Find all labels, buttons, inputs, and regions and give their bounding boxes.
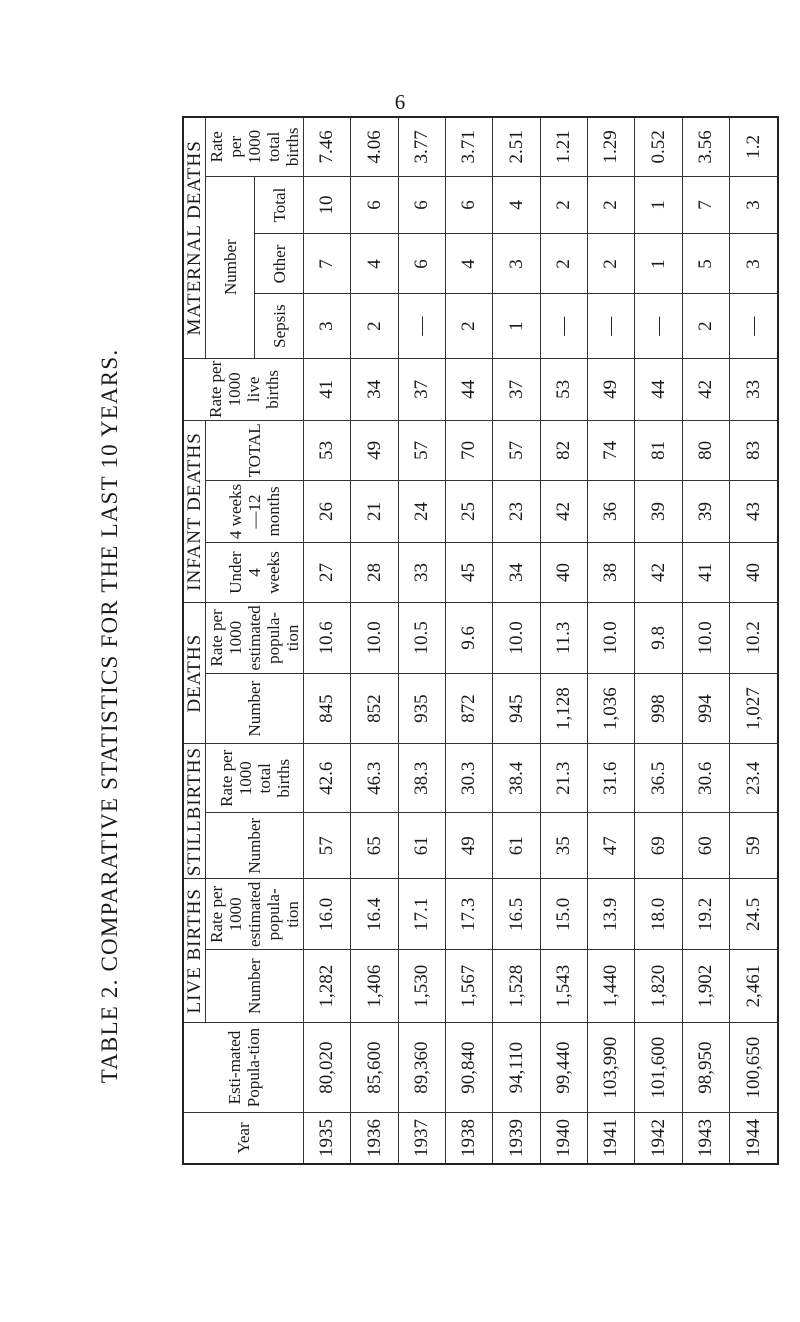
cell-m-total: 6 [446,176,493,234]
cell-population: 85,600 [351,1023,398,1113]
cell-sb-number: 35 [540,813,587,879]
header-m-rate: Rate per 1000 total births [206,117,304,176]
table-area [182,116,764,1165]
cell-m-rate: 2.51 [493,117,540,176]
cell-inf-total: 74 [588,420,635,480]
cell-population: 90,840 [446,1023,493,1113]
cell-m-rate: 3.71 [446,117,493,176]
cell-lb-rate: 16.5 [493,879,540,950]
header-inf-under4: Under 4 weeks [206,543,304,603]
cell-d-rate: 9.6 [446,603,493,674]
cell-year: 1940 [540,1113,587,1164]
cell-inf-4w12m: 39 [682,480,729,542]
cell-sb-number: 47 [588,813,635,879]
table-caption: TABLE 2. COMPARATIVE STATISTICS FOR THE LAST 10 YEARS. [97,348,122,1084]
cell-d-number: 998 [635,673,682,744]
table-row [588,117,635,1164]
table-row [540,117,587,1164]
cell-inf-total: 80 [682,420,729,480]
cell-inf-under4: 38 [588,543,635,603]
cell-m-rate: 1.21 [540,117,587,176]
cell-m-sepsis: 2 [682,294,729,358]
cell-d-number: 1,027 [730,673,778,744]
table-row [635,117,682,1164]
header-population: Esti-mated Popula-tion [183,1023,304,1113]
header-d-rate: Rate per 1000 estimated popula-tion [206,603,304,674]
cell-lb-rate: 18.0 [635,879,682,950]
cell-inf-under4: 42 [635,543,682,603]
cell-sb-rate: 21.3 [540,744,587,813]
cell-m-rate: 7.46 [304,117,351,176]
header-infant-rate: Rate per 1000 live births [183,358,304,420]
cell-inf-total: 53 [304,420,351,480]
cell-sb-rate: 31.6 [588,744,635,813]
cell-inf-total: 57 [398,420,445,480]
cell-inf-total: 82 [540,420,587,480]
cell-d-number: 845 [304,673,351,744]
cell-m-other: 7 [304,234,351,294]
cell-lb-rate: 17.1 [398,879,445,950]
cell-m-other: 5 [682,234,729,294]
table-row [446,117,493,1164]
cell-m-rate: 3.77 [398,117,445,176]
cell-m-rate: 1.2 [730,117,778,176]
cell-inf-under4: 28 [351,543,398,603]
cell-inf-4w12m: 36 [588,480,635,542]
cell-sb-rate: 23.4 [730,744,778,813]
cell-inf-total: 83 [730,420,778,480]
cell-inf-4w12m: 24 [398,480,445,542]
cell-m-other: 4 [446,234,493,294]
header-inf-4w12m: 4 weeks —12 months [206,480,304,542]
cell-d-number: 945 [493,673,540,744]
cell-m-total: 2 [540,176,587,234]
cell-m-other: 2 [588,234,635,294]
cell-inf-rate: 44 [635,358,682,420]
cell-m-total: 7 [682,176,729,234]
cell-lb-rate: 24.5 [730,879,778,950]
header-sb-number: Number [206,813,304,879]
cell-inf-total: 81 [635,420,682,480]
cell-m-sepsis: — [398,294,445,358]
cell-population: 99,440 [540,1023,587,1113]
cell-lb-rate: 16.4 [351,879,398,950]
cell-sb-rate: 42.6 [304,744,351,813]
cell-inf-rate: 34 [351,358,398,420]
cell-inf-under4: 27 [304,543,351,603]
cell-inf-under4: 33 [398,543,445,603]
cell-d-number: 852 [351,673,398,744]
cell-sb-rate: 36.5 [635,744,682,813]
cell-lb-rate: 16.0 [304,879,351,950]
page-number: 6 [394,90,406,114]
cell-d-number: 1,128 [540,673,587,744]
cell-population: 89,360 [398,1023,445,1113]
header-inf-total: TOTAL [206,420,304,480]
cell-d-rate: 10.0 [493,603,540,674]
cell-inf-4w12m: 43 [730,480,778,542]
cell-m-total: 3 [730,176,778,234]
cell-lb-rate: 17.3 [446,879,493,950]
cell-sb-number: 57 [304,813,351,879]
cell-year: 1935 [304,1113,351,1164]
cell-sb-number: 69 [635,813,682,879]
cell-sb-rate: 30.3 [446,744,493,813]
cell-year: 1944 [730,1113,778,1164]
cell-inf-under4: 40 [730,543,778,603]
cell-m-total: 1 [635,176,682,234]
cell-sb-number: 61 [493,813,540,879]
table-row [730,117,778,1164]
header-d-number: Number [206,673,304,744]
cell-inf-rate: 41 [304,358,351,420]
header-sb-rate: Rate per 1000 total births [206,744,304,813]
cell-lb-number: 1,528 [493,950,540,1023]
cell-year: 1943 [682,1113,729,1164]
header-m-sepsis: Sepsis [255,294,304,358]
cell-d-number: 994 [682,673,729,744]
cell-lb-number: 1,406 [351,950,398,1023]
table-row [493,117,540,1164]
cell-lb-number: 1,543 [540,950,587,1023]
cell-sb-rate: 38.3 [398,744,445,813]
cell-inf-4w12m: 23 [493,480,540,542]
cell-m-rate: 0.52 [635,117,682,176]
cell-inf-rate: 42 [682,358,729,420]
cell-lb-number: 1,820 [635,950,682,1023]
cell-m-other: 3 [493,234,540,294]
header-infant-deaths: INFANT DEATHS [183,420,206,602]
cell-inf-rate: 33 [730,358,778,420]
cell-m-total: 4 [493,176,540,234]
cell-inf-total: 49 [351,420,398,480]
cell-d-rate: 11.3 [540,603,587,674]
cell-lb-number: 1,530 [398,950,445,1023]
table-row [682,117,729,1164]
cell-m-sepsis: 2 [446,294,493,358]
cell-m-rate: 4.06 [351,117,398,176]
cell-inf-under4: 40 [540,543,587,603]
header-maternal-deaths: MATERNAL DEATHS [183,117,206,358]
table-row [304,117,351,1164]
cell-sb-number: 49 [446,813,493,879]
cell-population: 98,950 [682,1023,729,1113]
header-lb-rate: Rate per 1000 estimated popula-tion [206,879,304,950]
cell-d-rate: 10.0 [588,603,635,674]
cell-d-rate: 9.8 [635,603,682,674]
header-live-births: LIVE BIRTHS [183,879,206,1023]
cell-m-other: 3 [730,234,778,294]
cell-inf-rate: 49 [588,358,635,420]
cell-population: 94,110 [493,1023,540,1113]
cell-population: 80,020 [304,1023,351,1113]
cell-sb-rate: 46.3 [351,744,398,813]
cell-inf-rate: 53 [540,358,587,420]
table-row [351,117,398,1164]
cell-inf-under4: 45 [446,543,493,603]
cell-m-other: 6 [398,234,445,294]
cell-lb-number: 1,567 [446,950,493,1023]
cell-lb-rate: 13.9 [588,879,635,950]
cell-d-number: 872 [446,673,493,744]
cell-inf-under4: 34 [493,543,540,603]
cell-sb-number: 61 [398,813,445,879]
cell-sb-number: 60 [682,813,729,879]
cell-year: 1938 [446,1113,493,1164]
cell-lb-number: 1,902 [682,950,729,1023]
cell-lb-rate: 15.0 [540,879,587,950]
cell-d-rate: 10.0 [682,603,729,674]
cell-population: 100,650 [730,1023,778,1113]
header-deaths: DEATHS [183,603,206,744]
cell-m-total: 6 [351,176,398,234]
cell-lb-rate: 19.2 [682,879,729,950]
cell-m-rate: 3.56 [682,117,729,176]
header-m-other: Other [255,234,304,294]
cell-m-sepsis: 2 [351,294,398,358]
cell-inf-rate: 37 [493,358,540,420]
cell-inf-4w12m: 39 [635,480,682,542]
header-lb-number: Number [206,950,304,1023]
cell-m-sepsis: — [730,294,778,358]
cell-lb-number: 1,282 [304,950,351,1023]
cell-year: 1936 [351,1113,398,1164]
cell-d-rate: 10.0 [351,603,398,674]
cell-m-rate: 1.29 [588,117,635,176]
cell-d-number: 1,036 [588,673,635,744]
cell-inf-4w12m: 26 [304,480,351,542]
cell-inf-total: 57 [493,420,540,480]
cell-m-other: 4 [351,234,398,294]
cell-sb-number: 65 [351,813,398,879]
cell-year: 1937 [398,1113,445,1164]
cell-d-rate: 10.5 [398,603,445,674]
cell-m-sepsis: 1 [493,294,540,358]
cell-inf-4w12m: 42 [540,480,587,542]
cell-d-number: 935 [398,673,445,744]
cell-inf-rate: 44 [446,358,493,420]
cell-m-sepsis: — [540,294,587,358]
cell-year: 1939 [493,1113,540,1164]
cell-population: 101,600 [635,1023,682,1113]
cell-population: 103,990 [588,1023,635,1113]
cell-year: 1942 [635,1113,682,1164]
cell-sb-rate: 30.6 [682,744,729,813]
cell-m-sepsis: — [635,294,682,358]
statistics-table [182,116,779,1165]
cell-m-sepsis: 3 [304,294,351,358]
cell-d-rate: 10.6 [304,603,351,674]
cell-year: 1941 [588,1113,635,1164]
cell-m-total: 2 [588,176,635,234]
cell-m-total: 6 [398,176,445,234]
table-row [398,117,445,1164]
cell-m-other: 1 [635,234,682,294]
header-stillbirths: STILLBIRTHS [183,744,206,879]
header-m-number: Number [206,176,255,358]
cell-m-total: 10 [304,176,351,234]
cell-inf-4w12m: 21 [351,480,398,542]
cell-inf-under4: 41 [682,543,729,603]
cell-lb-number: 2,461 [730,950,778,1023]
cell-inf-total: 70 [446,420,493,480]
cell-inf-rate: 37 [398,358,445,420]
cell-m-sepsis: — [588,294,635,358]
cell-sb-number: 59 [730,813,778,879]
cell-lb-number: 1,440 [588,950,635,1023]
cell-sb-rate: 38.4 [493,744,540,813]
cell-m-other: 2 [540,234,587,294]
cell-inf-4w12m: 25 [446,480,493,542]
header-year: Year [183,1113,304,1164]
cell-d-rate: 10.2 [730,603,778,674]
header-m-total: Total [255,176,304,234]
